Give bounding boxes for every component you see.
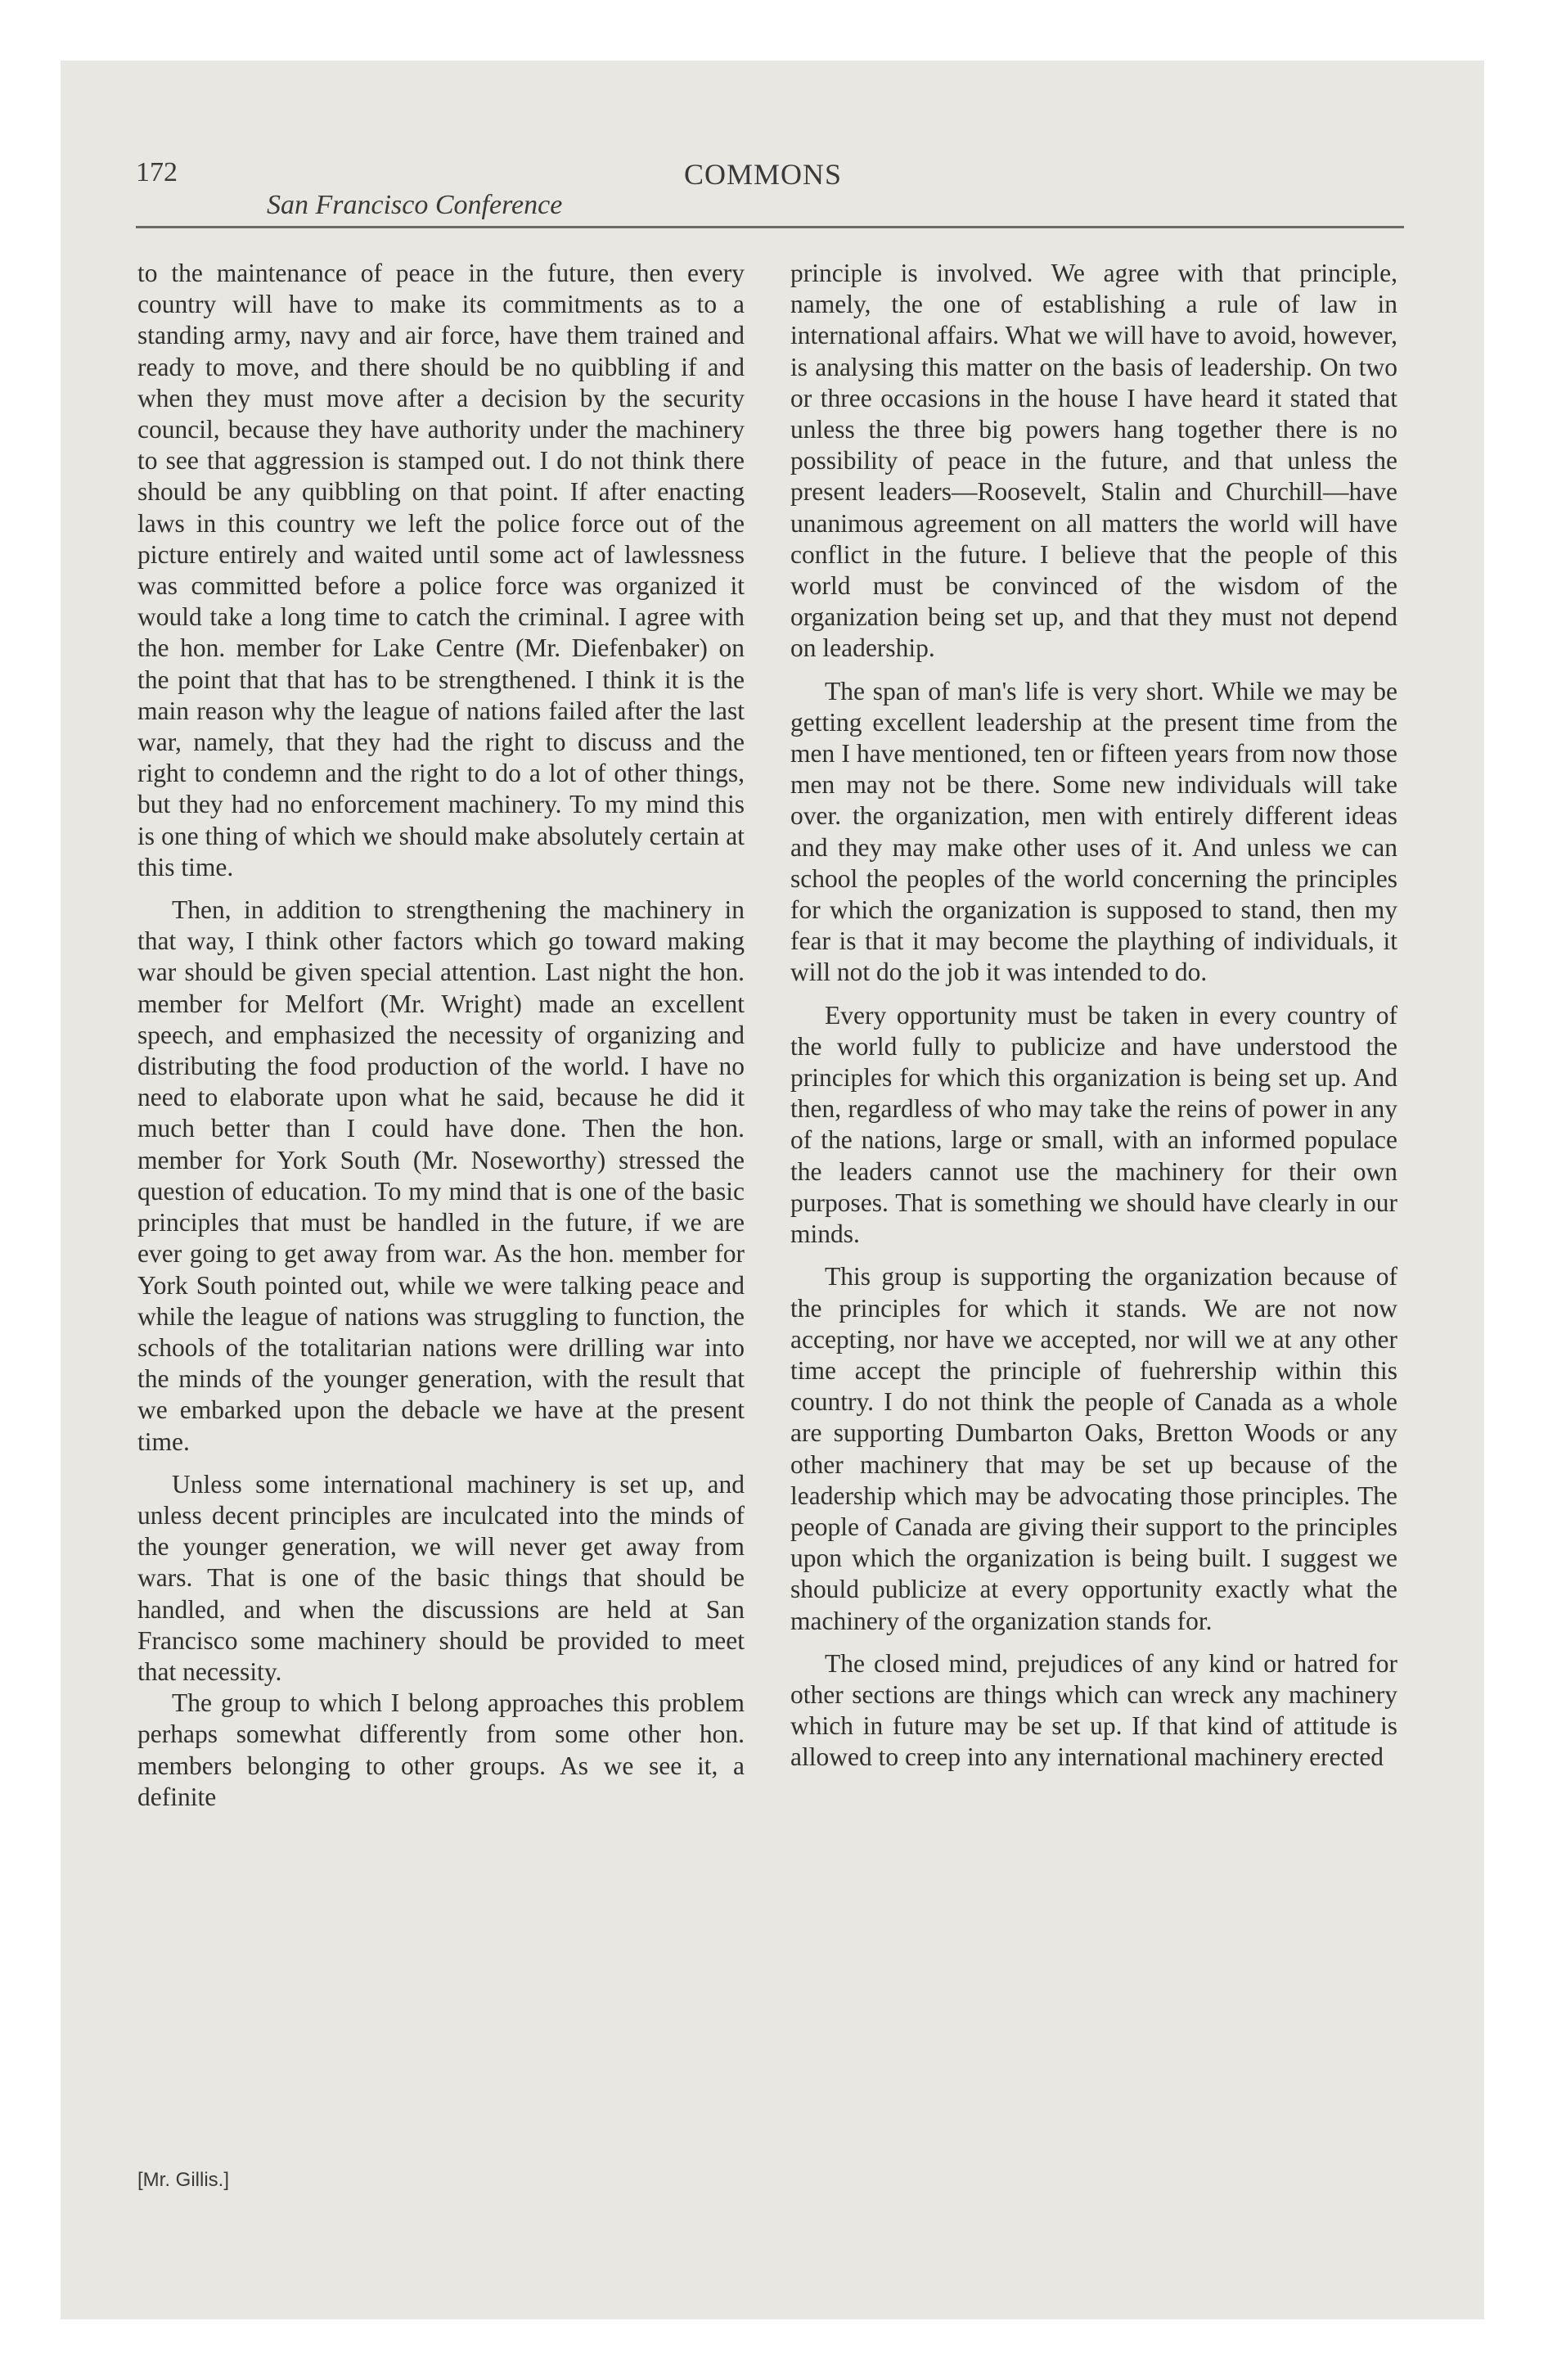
- running-head: COMMONS: [684, 158, 843, 191]
- page-number: 172: [136, 157, 178, 187]
- left-paragraph-3: Unless some international machinery is set up, and unless decent principles are inculcated into the minds of the younger generation, we will never get away from wars. That is one of the basic things that should be handled, and when the discussions are held at San Francisco some machinery should be provided to meet that necessity.: [137, 1469, 745, 1686]
- right-paragraph-1: principle is involved. We agree with that principle, namely, the one of establishing a rule of law in international affairs. What we will have to avoid, however, is analysing this matter on the basis of leadership. On two or three occasions in the house I have heard it stated that unless the three big powers hang together there is no possibility of peace in the future, and that unless the present leaders—Roosevelt, Stalin and Churchill—have unanimous agreement on all matters the world will have conflict in the future. I believe that the people of this world must be convinced of the wisdom of the organization being set up, and that they must not depend on leadership.: [790, 259, 1397, 663]
- left-column: [137, 258, 745, 1813]
- left-paragraph-2: Then, in addition to strengthening the machinery in that way, I think other factors which go toward making war should be given special attention. Last night the hon. member for Melfort (Mr. Wright) made an excellent speech, and emphasized the necessity of organizing and distributing the food production of the world. I have no need to elaborate upon what he said, because he did it much better than I could have done. Then the hon. member for York South (Mr. Noseworthy) stressed the question of education. To my mind that is one of the basic principles that must be handled in the future, if we are ever going to get away from war. As the hon. member for York South pointed out, while we were talking peace and while the league of nations was struggling to function, the schools of the totalitarian nations were drilling war into the minds of the younger generation, with the result that we embarked upon the debacle we have at the present time.: [137, 895, 745, 1456]
- right-column: [790, 258, 1397, 1774]
- page-header: [79, 90, 1404, 228]
- speaker-attribution: [Mr. Gillis.]: [137, 2169, 229, 2191]
- right-paragraph-4: This group is supporting the organization because of the principles for which it stands. We are not now accepting, nor have we accepted, nor will we at any other time accept the principle of fuehrership within this country. I do not think the people of Canada as a whole are supporting Dumbarton Oaks, Bretton Woods or any other machinery that may be set up because of the leadership which may be advocating those principles. The people of Canada are giving their support to the principles upon which the organization is being built. I suggest we should publicize at every opportunity exactly what the machinery of the organization stands for.: [790, 1262, 1397, 1635]
- left-paragraph-4: The group to which I belong approaches this problem perhaps somewhat differently from some other hon. members belonging to other groups. As we see it, a definite: [137, 1688, 745, 1811]
- header-rule: [136, 226, 1404, 228]
- right-paragraph-3: Every opportunity must be taken in every country of the world fully to publicize and have understood the principles for which this organization is being set up. And then, regardless of who may take the reins of power in any of the nations, large or small, with an informed populace the leaders cannot use the machinery for their own purposes. That is something we should have clearly in our minds.: [790, 1000, 1397, 1249]
- left-paragraph-1: to the maintenance of peace in the future, then every country will have to make its commitments as to a standing army, navy and air force, have them trained and ready to move, and there should be no quibbling if and when they must move after a decision by the security council, because they have authority under the machinery to see that aggression is stamped out. I do not think there should be any quibbling on that point. If after enacting laws in this country we left the police force out of the picture entirely and waited until some act of lawlessness was committed before a police force was organized it would take a long time to catch the criminal. I agree with the hon. member for Lake Centre (Mr. Diefenbaker) on the point that that has to be strengthened. I think it is the main reason why the league of nations failed after the last war, namely, that they had the right to discuss and the right to condemn and the right to do a lot of other things, but they had no enforcement machinery. To my mind this is one thing of which we should make absolutely certain at this time.: [137, 259, 745, 881]
- right-paragraph-2: The span of man's life is very short. While we may be getting excellent leadership at the present time from the men I have mentioned, ten or fifteen years from now those men may not be there. Some new individuals will take over. the organization, men with entirely different ideas and they may make other uses of it. And unless we can school the peoples of the world concerning the principles for which the organization is supposed to stand, then my fear is that it may become the plaything of individuals, it will not do the job it was intended to do.: [790, 676, 1397, 987]
- right-paragraph-5: The closed mind, prejudices of any kind or hatred for other sections are things which can wreck any machinery which in future may be set up. If that kind of attitude is allowed to creep into any international machinery erected: [790, 1648, 1397, 1772]
- section-title: San Francisco Conference: [267, 190, 563, 220]
